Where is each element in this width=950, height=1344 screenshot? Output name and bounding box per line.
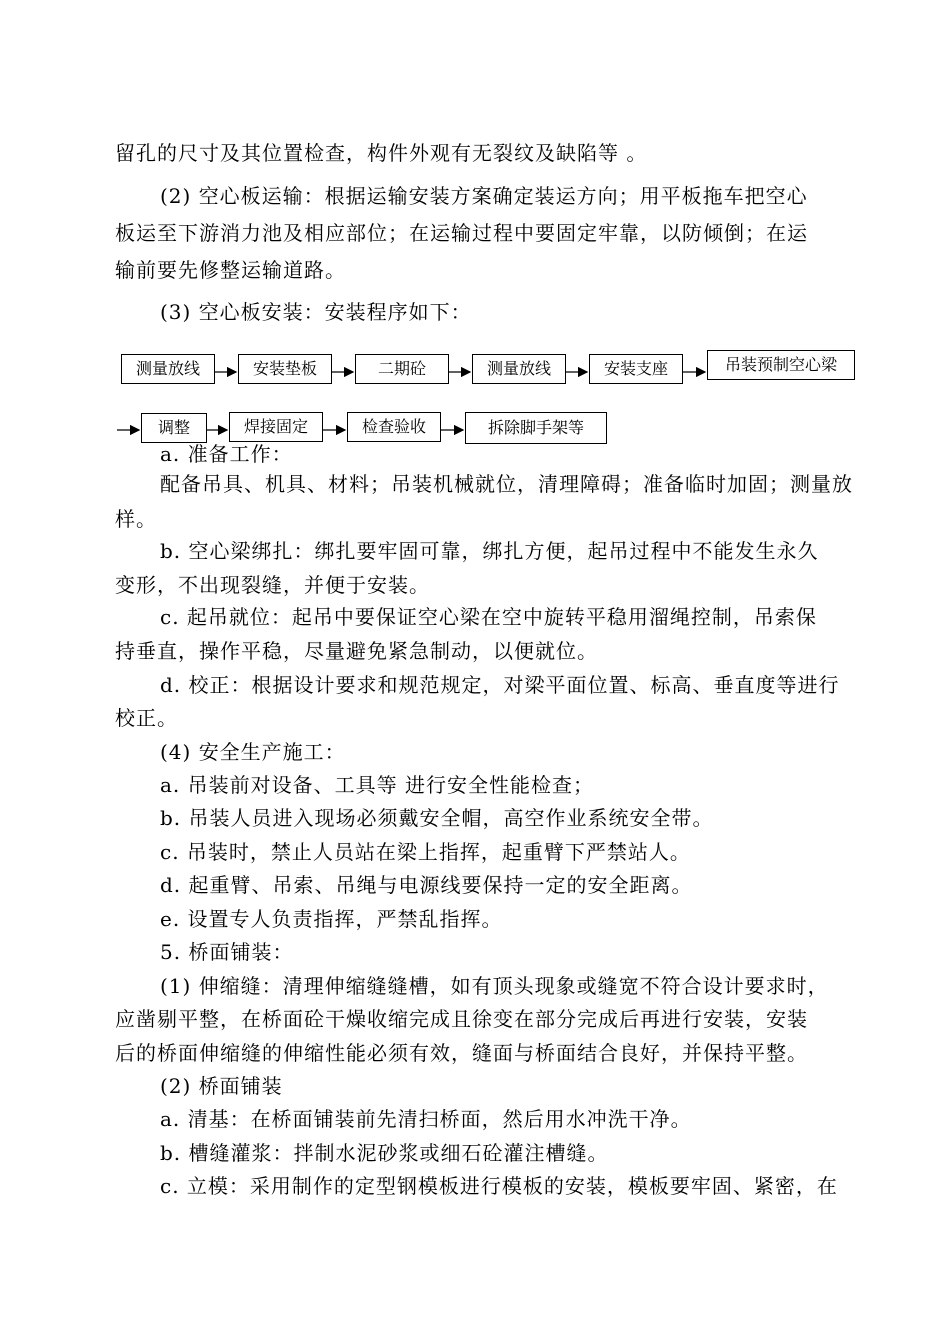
text-line: a. 吊装前对设备、工具等 进行安全性能检查； — [160, 773, 594, 797]
text-line: 配备吊具、机具、材料；吊装机械就位，清理障碍；准备临时加固；测量放 — [160, 472, 853, 496]
flow-step: 安装垫板 — [238, 354, 332, 384]
text-line: c. 起吊就位：起吊中要保证空心梁在空中旋转平稳用溜绳控制，吊索保 — [160, 605, 817, 629]
flow-step: 焊接固定 — [229, 412, 323, 442]
text-line: e. 设置专人负责指挥，严禁乱指挥。 — [160, 907, 503, 931]
text-line: 留孔的尺寸及其位置检查，构件外观有无裂纹及缺陷等 。 — [115, 141, 648, 165]
flow-step: 检查验收 — [347, 412, 441, 442]
text-line: 持垂直，操作平稳，尽量避免紧急制动，以便就位。 — [115, 639, 598, 663]
text-line: 应凿剔平整，在桥面砼干燥收缩完成且徐变在部分完成后再进行安装，安装 — [115, 1007, 808, 1031]
flow-step: 拆除脚手架等 — [465, 412, 607, 444]
flow-step: 二期砼 — [355, 354, 449, 384]
section-heading: 5. 桥面铺装： — [160, 940, 294, 964]
text-line: a. 清基：在桥面铺装前先清扫桥面，然后用水冲洗干净。 — [160, 1107, 692, 1131]
flow-step: 测量放线 — [121, 354, 215, 384]
text-line: 板运至下游消力池及相应部位；在运输过程中要固定牢靠，以防倾倒；在运 — [115, 221, 808, 245]
text-line: d. 起重臂、吊索、吊绳与电源线要保持一定的安全距离。 — [160, 873, 693, 897]
text-line: a. 准备工作： — [160, 442, 293, 466]
text-line: 输前要先修整运输道路。 — [115, 258, 346, 282]
flow-arrows — [0, 0, 950, 500]
text-line: 变形，不出现裂缝，并便于安装。 — [115, 573, 430, 597]
text-line: (2) 空心板运输：根据运输安装方案确定装运方向；用平板拖车把空心 — [160, 184, 808, 208]
flow-step: 测量放线 — [472, 354, 566, 384]
flow-step: 调整 — [141, 413, 207, 443]
text-line: c. 立模：采用制作的定型钢模板进行模板的安装，模板要牢固、紧密，在 — [160, 1174, 838, 1198]
section-heading: (4) 安全生产施工： — [160, 740, 346, 764]
flow-step: 吊装预制空心梁 — [707, 350, 855, 380]
text-line: d. 校正：根据设计要求和规范规定，对梁平面位置、标高、垂直度等进行 — [160, 673, 840, 697]
text-line: 校正。 — [115, 706, 178, 730]
section-heading: (2) 桥面铺装 — [160, 1074, 283, 1098]
flow-step: 安装支座 — [589, 354, 683, 384]
text-line: b. 槽缝灌浆：拌制水泥砂浆或细石砼灌注槽缝。 — [160, 1141, 609, 1165]
text-line: b. 空心梁绑扎：绑扎要牢固可靠，绑扎方便，起吊过程中不能发生永久 — [160, 539, 819, 563]
text-line: b. 吊装人员进入现场必须戴安全帽，高空作业系统安全带。 — [160, 806, 714, 830]
text-line: (1) 伸缩缝：清理伸缩缝缝槽，如有顶头现象或缝宽不符合设计要求时， — [160, 974, 829, 998]
text-line: 样。 — [115, 507, 157, 531]
text-line: 后的桥面伸缩缝的伸缩性能必须有效，缝面与桥面结合良好，并保持平整。 — [115, 1041, 808, 1065]
text-line: c. 吊装时，禁止人员站在梁上指挥，起重臂下严禁站人。 — [160, 840, 691, 864]
section-heading: (3) 空心板安装：安装程序如下： — [160, 300, 472, 324]
